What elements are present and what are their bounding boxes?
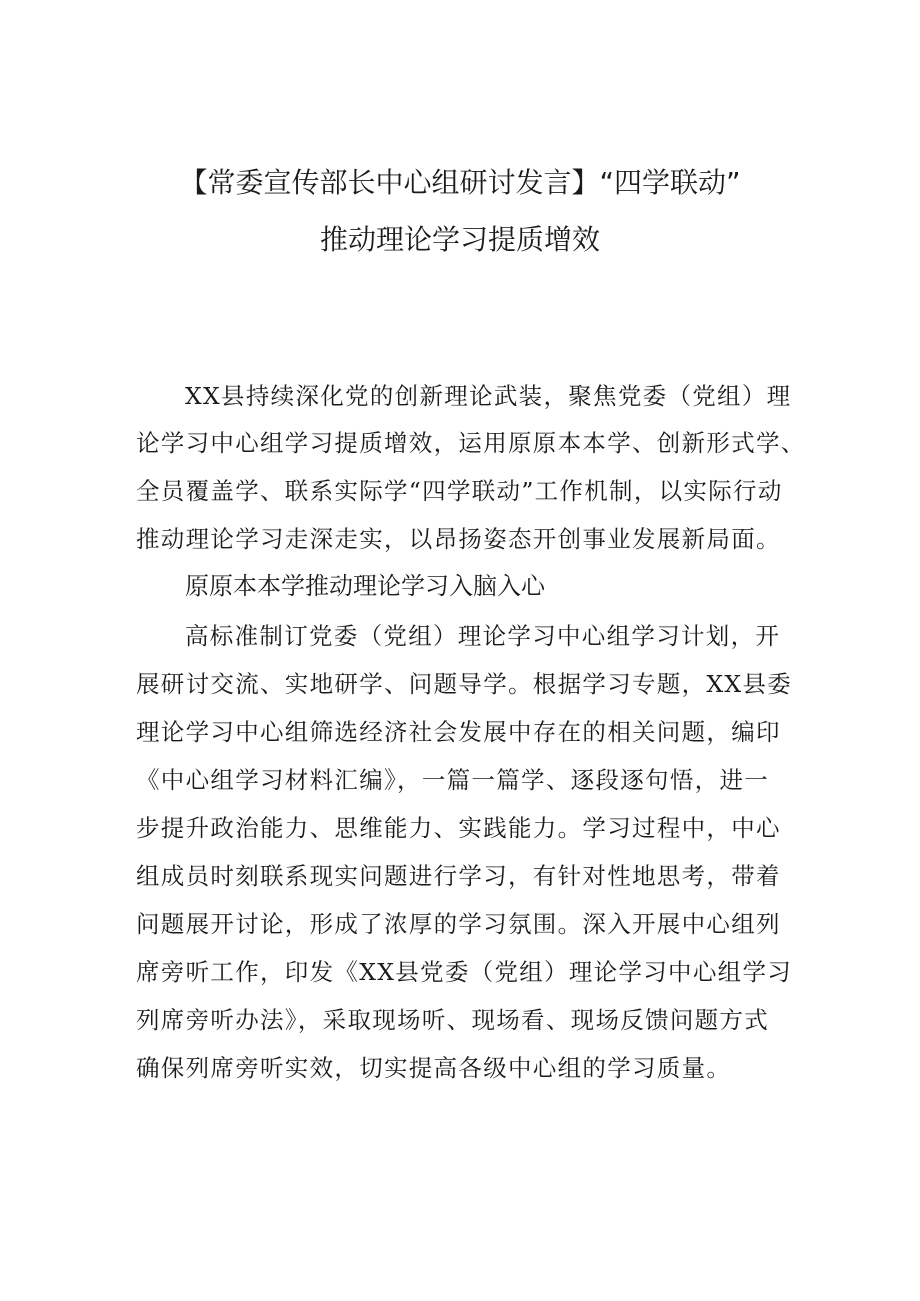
paragraph-2-line: 展研讨交流、实地研学、问题导学。根据学习专题，XX县委 xyxy=(136,670,793,698)
paragraph-2-line: 确保列席旁听实效，切实提高各级中心组的学习质量。 xyxy=(136,1054,732,1082)
paragraph-2-line: 列席旁听办法》，采取现场听、现场看、现场反馈问题方式 xyxy=(136,1006,770,1034)
section-heading: 原原本本学推动理论学习入脑入心 xyxy=(185,572,545,600)
document-title-line-2: 推动理论学习提质增效 xyxy=(319,223,600,256)
paragraph-2-line: 理论学习中心组筛选经济社会发展中存在的相关问题，编印 xyxy=(136,718,781,746)
document-title-line-1: 【常委宣传部长中心组研讨发言】“四学联动” xyxy=(179,166,741,199)
paragraph-2-line: 步提升政治能力、思维能力、实践能力。学习过程中，中心 xyxy=(136,814,781,842)
paragraph-1-line: 全员覆盖学、联系实际学“四学联动”工作机制，以实际行动 xyxy=(136,477,783,505)
paragraph-1-line: 论学习中心组学习提质增效，运用原原本本学、创新形式学、 xyxy=(136,429,806,457)
paragraph-2-line: 《中心组学习材料汇编》，一篇一篇学、逐段逐句悟，进一 xyxy=(136,766,770,794)
paragraph-1-line: XX县持续深化党的创新理论武装，聚焦党委（党组）理 xyxy=(185,382,792,410)
paragraph-2-line: 席旁听工作，印发《XX县党委（党组）理论学习中心组学习 xyxy=(136,958,793,986)
paragraph-1-line: 推动理论学习走深走实，以昂扬姿态开创事业发展新局面。 xyxy=(136,525,781,553)
paragraph-2-line: 高标准制订党委（党组）理论学习中心组学习计划，开 xyxy=(185,622,781,650)
paragraph-2-line: 问题展开讨论，形成了浓厚的学习氛围。深入开展中心组列 xyxy=(136,910,781,938)
paragraph-2-line: 组成员时刻联系现实问题进行学习，有针对性地思考，带着 xyxy=(136,862,781,890)
